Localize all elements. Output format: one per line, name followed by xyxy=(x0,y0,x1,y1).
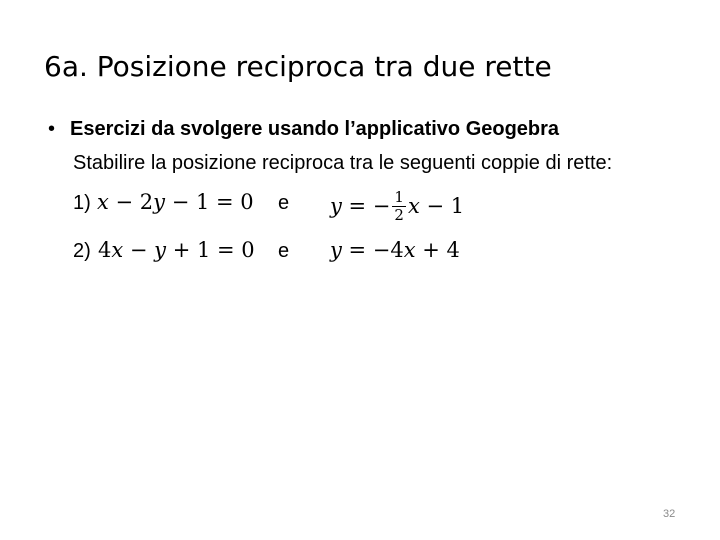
instruction-text: Stabilire la posizione reciproca tra le seguenti coppie di rette: xyxy=(73,152,613,174)
page-number: 32 xyxy=(663,508,676,520)
equation-prefix: 𝑦 = − xyxy=(330,194,391,218)
slide-title: 6a. Posizione reciproca tra due rette xyxy=(44,50,552,83)
conjunction: e xyxy=(278,240,290,262)
equation-suffix: 𝑥 − 1 xyxy=(407,194,465,218)
second-line-equation: 𝑦 = −4𝑥 + 4 xyxy=(330,238,460,262)
fraction xyxy=(392,189,406,224)
fraction-denominator: 2 xyxy=(394,206,404,224)
bullet-heading: Esercizi da svolgere usando l’applicativo Geogebra xyxy=(70,118,560,140)
exercise-number: 1) xyxy=(73,192,91,214)
bullet-item xyxy=(48,118,559,141)
exercise-number: 2) xyxy=(73,240,91,262)
conjunction: e xyxy=(278,192,290,214)
second-line-equation xyxy=(330,190,464,225)
first-line-equation: 4𝑥 − 𝑦 + 1 = 0 xyxy=(98,238,255,262)
bullet-symbol: • xyxy=(48,118,56,140)
first-line-equation: 𝑥 − 2𝑦 − 1 = 0 xyxy=(97,190,254,214)
fraction-numerator: 1 xyxy=(394,188,404,206)
